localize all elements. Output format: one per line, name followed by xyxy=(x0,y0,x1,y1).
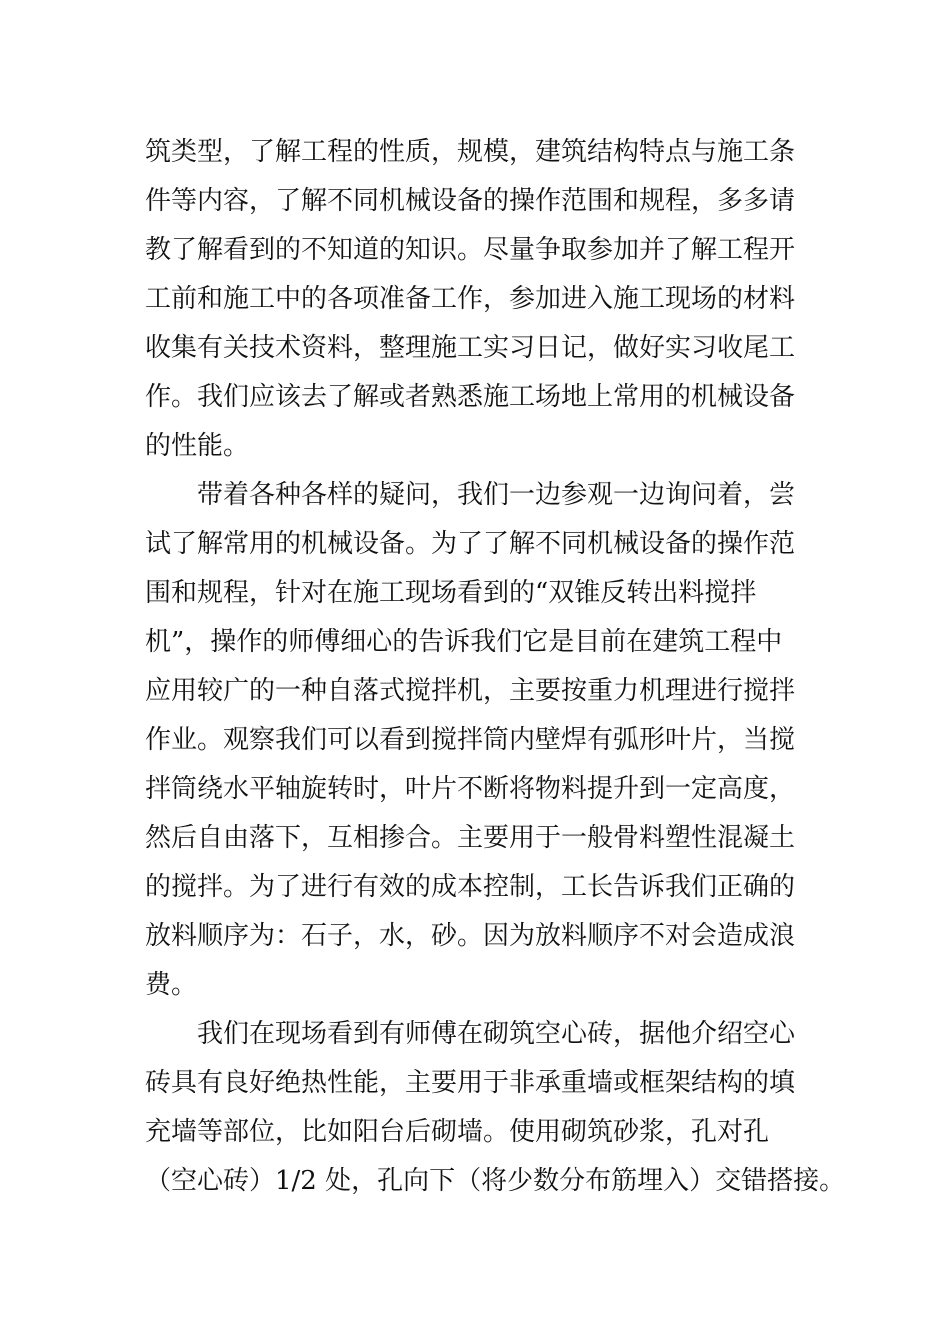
text-line: 的搅拌。为了进行有效的成本控制，工长告诉我们正确的 xyxy=(145,872,796,902)
text-line: 拌筒绕水平轴旋转时，叶片不断将物料提升到一定高度， xyxy=(145,774,796,804)
text-line: 围和规程，针对在施工现场看到的“双锥反转出料搅拌 xyxy=(145,578,757,608)
text-line: 工前和施工中的各项准备工作，参加进入施工现场的材料 xyxy=(145,284,796,314)
text-line: 件等内容，了解不同机械设备的操作范围和规程，多多请 xyxy=(145,186,796,216)
text-line: 我们在现场看到有师傅在砌筑空心砖，据他介绍空心 xyxy=(145,1019,796,1049)
text-line: 试了解常用的机械设备。为了了解不同机械设备的操作范 xyxy=(145,529,796,559)
text-line: 收集有关技术资料，整理施工实习日记，做好实习收尾工 xyxy=(145,333,796,363)
text-line: 放料顺序为：石子，水，砂。因为放料顺序不对会造成浪 xyxy=(145,921,796,951)
text-line: 的性能。 xyxy=(145,431,250,461)
text-line: 费。 xyxy=(145,970,198,1000)
text-line: 机”，操作的师傅细心的告诉我们它是目前在建筑工程中 xyxy=(145,627,783,657)
text-line: 然后自由落下，互相掺合。主要用于一般骨料塑性混凝土 xyxy=(145,823,796,853)
text-line: （空心砖）1/2 处，孔向下（将少数分布筋埋入）交错搭接。 xyxy=(145,1166,846,1196)
text-line: 应用较广的一种自落式搅拌机，主要按重力机理进行搅拌 xyxy=(145,676,796,706)
text-line: 充墙等部位，比如阳台后砌墙。使用砌筑砂浆，孔对孔 xyxy=(145,1117,770,1147)
text-line: 带着各种各样的疑问，我们一边参观一边询问着，尝 xyxy=(145,480,796,510)
text-line: 筑类型，了解工程的性质，规模，建筑结构特点与施工条 xyxy=(145,137,796,167)
text-line: 砖具有良好绝热性能，主要用于非承重墙或框架结构的填 xyxy=(145,1068,796,1098)
text-line: 教了解看到的不知道的知识。尽量争取参加并了解工程开 xyxy=(145,235,796,265)
body-text xyxy=(145,128,846,1206)
text-line: 作业。观察我们可以看到搅拌筒内壁焊有弧形叶片，当搅 xyxy=(145,725,796,755)
text-line: 作。我们应该去了解或者熟悉施工场地上常用的机械设备 xyxy=(145,382,796,412)
